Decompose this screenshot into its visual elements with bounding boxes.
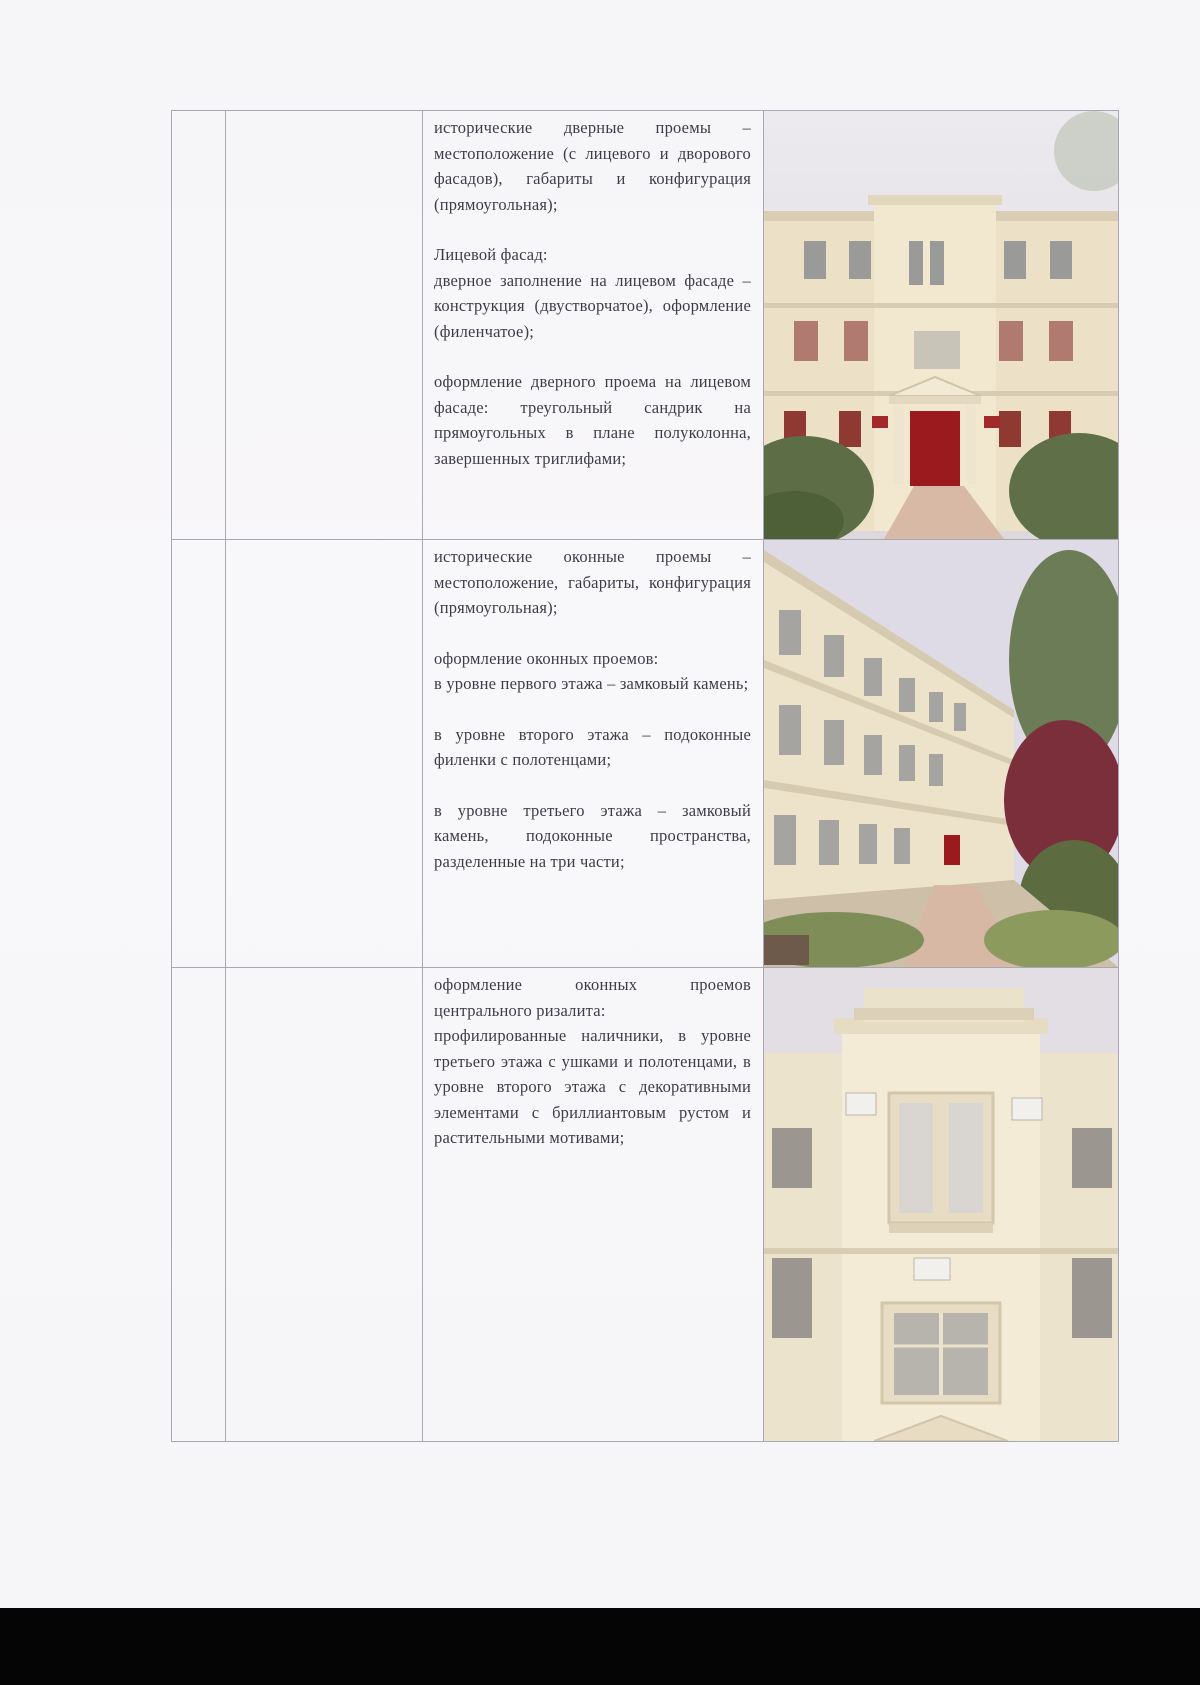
description-cell [423, 968, 764, 1442]
table-row [172, 111, 1119, 540]
description-paragraph: оформление оконных проемов: [434, 648, 659, 668]
protection-items-table [171, 110, 1119, 1442]
photo-cell [764, 540, 1119, 968]
central-risalit-windows-photo [764, 968, 1118, 1441]
photo-cell [764, 968, 1119, 1442]
description-cell [423, 540, 764, 968]
photo-cell [764, 111, 1119, 540]
description-paragraph: оформление дверного проема на лицевом фасаде: треугольный сандрик на прямоугольных в плане полуколонна, завершенных триглифами; [434, 372, 751, 468]
description-paragraph: в уровне второго этажа – подоконные филенки с полотенцами; [434, 724, 751, 769]
description-paragraph: Лицевой фасад: [434, 245, 548, 264]
table-row [172, 968, 1119, 1442]
category-cell [226, 968, 423, 1442]
category-cell [226, 111, 423, 540]
description-paragraph: дверное заполнение на лицевом фасаде – конструкция (двустворчатое), оформление (филенчатое); [434, 270, 751, 341]
number-cell [172, 111, 226, 540]
description-paragraph: профилированные наличники, в уровне третьего этажа с ушками и полотенцами, в уровне второго этажа с декоративными элементами с бриллиантовым рустом и растительными мотивами; [434, 1026, 751, 1147]
number-cell [172, 540, 226, 968]
scan-bottom-border [0, 1608, 1200, 1685]
description-paragraph: в уровне третьего этажа – замковый камень, подоконные пространства, разделенные на три части; [434, 800, 751, 871]
description-cell [423, 111, 764, 540]
description-paragraph: в уровне первого этажа – замковый камень; [434, 674, 749, 693]
description-paragraph: оформление оконных проемов центрального ризалита: [434, 975, 751, 1020]
category-cell [226, 540, 423, 968]
facade-front-entrance-photo [764, 111, 1118, 539]
description-paragraph: исторические оконные проемы – местоположение, габариты, конфигурация (прямоугольная); [434, 547, 751, 617]
table-row [172, 540, 1119, 968]
number-cell [172, 968, 226, 1442]
description-paragraph: исторические дверные проемы – местоположение (с лицевого и дворового фасадов), габариты и конфигурация (прямоугольная); [434, 118, 751, 214]
facade-side-windows-photo [764, 540, 1118, 967]
